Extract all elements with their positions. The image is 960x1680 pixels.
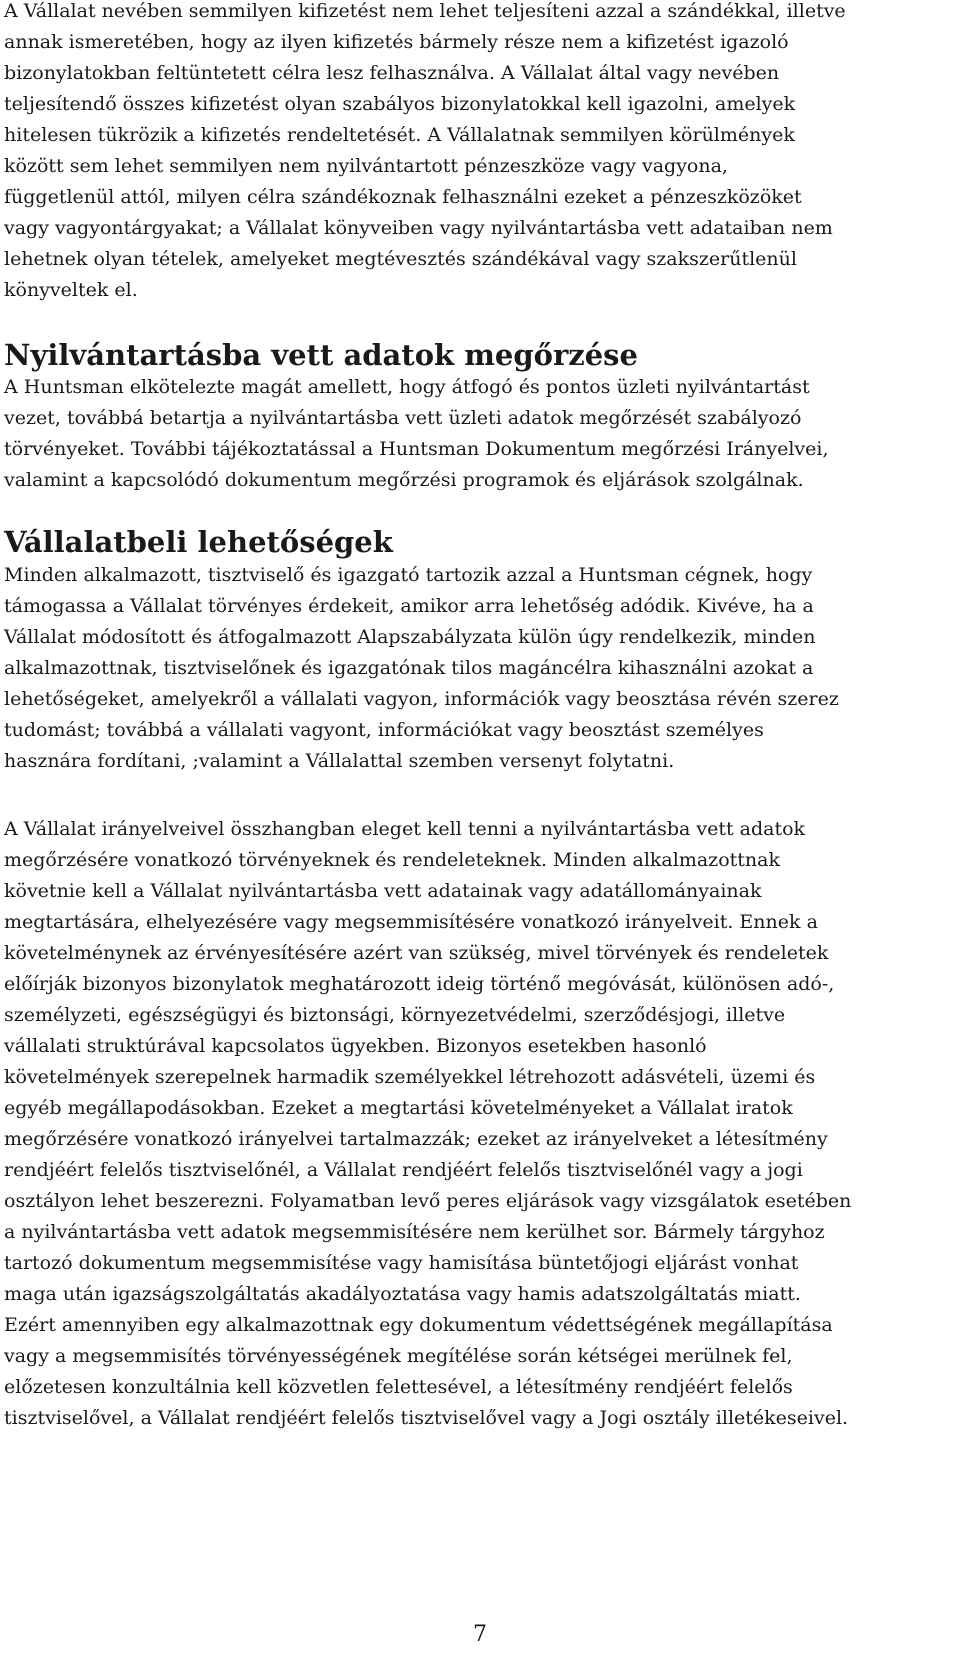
text-line: egyéb megállapodásokban. Ezeket a megtartási követelményeket a Vállalat iratok xyxy=(4,1097,793,1119)
text-line: között sem lehet semmilyen nem nyilvántartott pénzeszköze vagy vagyona, xyxy=(4,155,728,177)
text-line: annak ismeretében, hogy az ilyen kifizetés bármely része nem a kifizetést igazoló xyxy=(4,31,789,53)
text-line: A Vállalat nevében semmilyen kifizetést nem lehet teljesíteni azzal a szándékkal, illetve xyxy=(4,0,846,22)
text-line: előzetesen konzultálnia kell közvetlen felettesével, a létesítmény rendjéért felelős xyxy=(4,1376,793,1398)
text-line: A Vállalat irányelveivel összhangban eleget kell tenni a nyilvántartásba vett adatok xyxy=(4,818,806,840)
text-line: követelménynek az érvényesítésére azért van szükség, mivel törvények és rendeletek xyxy=(4,942,829,964)
text-line: követelmények szerepelnek harmadik személyekkel létrehozott adásvételi, üzemi és xyxy=(4,1066,816,1088)
text-line: alkalmazottnak, tisztviselőnek és igazgatónak tilos magáncélra kihasználni azokat a xyxy=(4,657,814,679)
text-line: tisztviselővel, a Vállalat rendjéért felelős tisztviselővel vagy a Jogi osztály illetékeseivel. xyxy=(4,1407,849,1429)
text-line: előírják bizonyos bizonylatok meghatározott ideig történő megóvását, különösen adó-, xyxy=(4,973,835,995)
records-paragraph xyxy=(4,372,829,496)
opportunities-heading: Vállalatbeli lehetőségek xyxy=(4,525,393,559)
text-line: maga után igazságszolgáltatás akadályoztatása vagy hamis adatszolgáltatás miatt. xyxy=(4,1283,801,1305)
text-line: hasznára fordítani, ;valamint a Vállalattal szemben versenyt folytatni. xyxy=(4,750,675,772)
text-line: megtartására, elhelyezésére vagy megsemmisítésére vonatkozó irányelveit. Ennek a xyxy=(4,911,818,933)
text-line: hitelesen tükrözik a kifizetés rendeltetését. A Vállalatnak semmilyen körülmények xyxy=(4,124,795,146)
text-line: személyzeti, egészségügyi és biztonsági, környezetvédelmi, szerződésjogi, illetve xyxy=(4,1004,786,1026)
text-line: lehetnek olyan tételek, amelyeket megtévesztés szándékával vagy szakszerűtlenül xyxy=(4,248,797,270)
retention-paragraph xyxy=(4,814,851,1434)
text-line: bizonylatokban feltüntetett célra lesz felhasználva. A Vállalat által vagy nevében xyxy=(4,62,780,84)
text-line: tartozó dokumentum megsemmisítése vagy hamisítása büntetőjogi eljárást vonhat xyxy=(4,1252,799,1274)
text-line: megőrzésére vonatkozó irányelvei tartalmazzák; ezeket az irányelveket a létesítmény xyxy=(4,1128,828,1150)
text-line: rendjéért felelős tisztviselőnél, a Vállalat rendjéért felelős tisztviselőnél vagy a jogi xyxy=(4,1159,803,1181)
text-line: Ezért amennyiben egy alkalmazottnak egy dokumentum védettségének megállapítása xyxy=(4,1314,833,1336)
text-line: a nyilvántartásba vett adatok megsemmisítésére nem kerülhet sor. Bármely tárgyhoz xyxy=(4,1221,825,1243)
intro-paragraph xyxy=(4,0,846,306)
opportunities-paragraph xyxy=(4,560,839,777)
text-line: tudomást; továbbá a vállalati vagyont, információkat vagy beosztást személyes xyxy=(4,719,764,741)
page-number: 7 xyxy=(473,1622,487,1647)
text-line: függetlenül attól, milyen célra szándékoznak felhasználni ezeket a pénzeszközöket xyxy=(4,186,802,208)
text-line: vagy a megsemmisítés törvényességének megítélése során kétségei merülnek fel, xyxy=(4,1345,793,1367)
text-line: vagy vagyontárgyakat; a Vállalat könyveiben vagy nyilvántartásba vett adataiban nem xyxy=(4,217,833,239)
text-line: támogassa a Vállalat törvényes érdekeit, amikor arra lehetőség adódik. Kivéve, ha a xyxy=(4,595,814,617)
text-line: könyveltek el. xyxy=(4,279,138,301)
text-line: vállalati struktúrával kapcsolatos ügyekben. Bizonyos esetekben hasonló xyxy=(4,1035,707,1057)
text-line: Vállalat módosított és átfogalmazott Alapszabályzata külön úgy rendelkezik, minden xyxy=(4,626,816,648)
text-line: vezet, továbbá betartja a nyilvántartásba vett üzleti adatok megőrzését szabályozó xyxy=(4,407,802,429)
text-line: valamint a kapcsolódó dokumentum megőrzési programok és eljárások szolgálnak. xyxy=(4,469,804,491)
text-line: lehetőségeket, amelyekről a vállalati vagyon, információk vagy beosztása révén szerez xyxy=(4,688,839,710)
text-line: teljesítendő összes kifizetést olyan szabályos bizonylatokkal kell igazolni, amelyek xyxy=(4,93,796,115)
text-line: Minden alkalmazott, tisztviselő és igazgató tartozik azzal a Huntsman cégnek, hogy xyxy=(4,564,813,586)
records-heading: Nyilvántartásba vett adatok megőrzése xyxy=(4,338,638,372)
text-line: osztályon lehet beszerezni. Folyamatban levő peres eljárások vagy vizsgálatok esetében xyxy=(4,1190,852,1212)
text-line: törvényeket. További tájékoztatással a Huntsman Dokumentum megőrzési Irányelvei, xyxy=(4,438,829,460)
text-line: A Huntsman elkötelezte magát amellett, hogy átfogó és pontos üzleti nyilvántartást xyxy=(4,376,810,398)
text-line: követnie kell a Vállalat nyilvántartásba vett adatainak vagy adatállományainak xyxy=(4,880,762,902)
text-line: megőrzésére vonatkozó törvényeknek és rendeleteknek. Minden alkalmazottnak xyxy=(4,849,780,871)
